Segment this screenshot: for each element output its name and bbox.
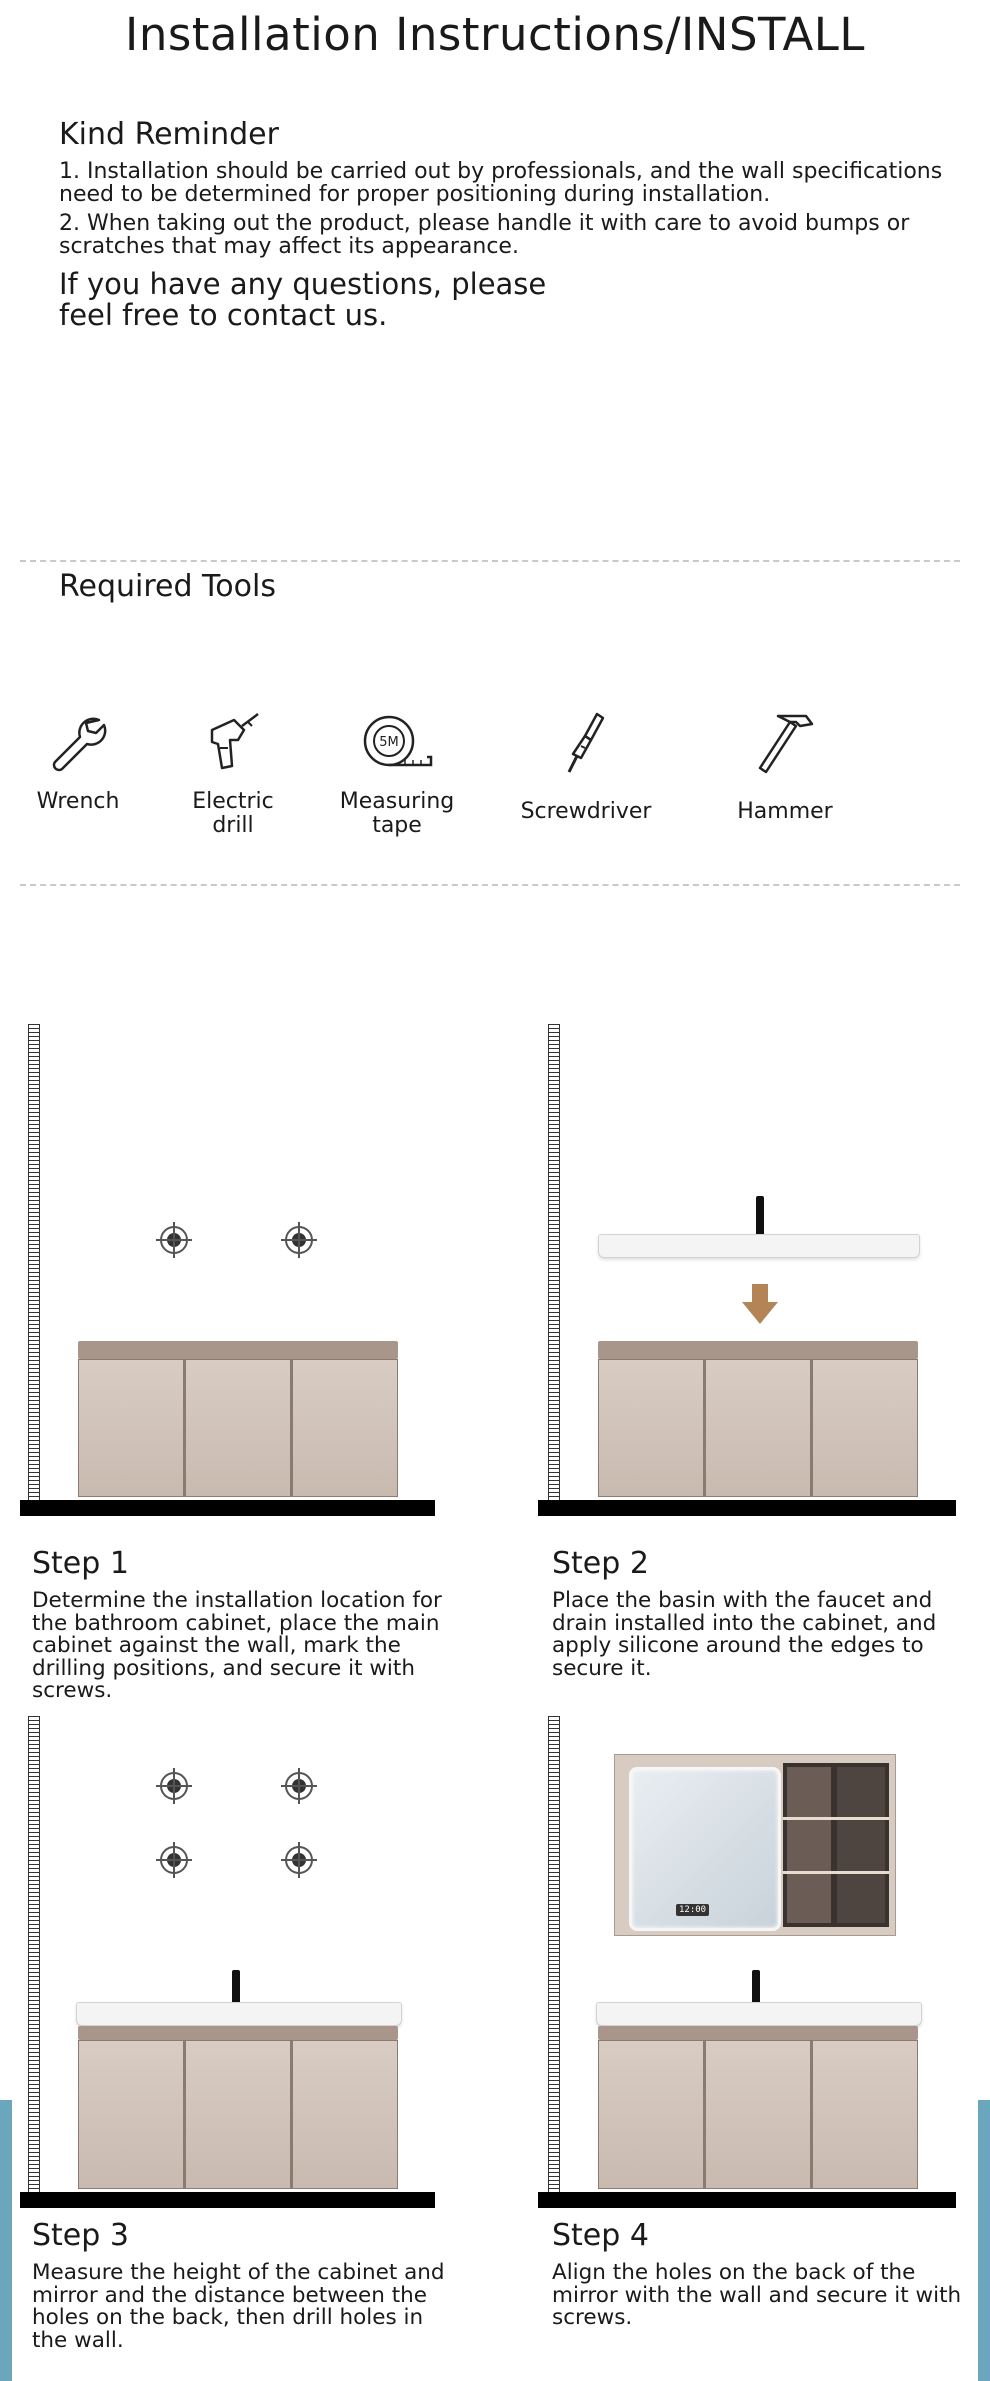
mirror [629, 1767, 781, 1931]
step-4-illustration [520, 1712, 990, 2212]
cabinet [598, 2026, 918, 2189]
right-accent-bar [978, 2100, 990, 2381]
tool-label: Screwdriver [520, 799, 652, 824]
cabinet [598, 1341, 918, 1497]
left-accent-bar [0, 2100, 12, 2381]
step-1-text: Determine the installation location for the bathroom cabinet, place the main cabinet against the wall, mark the drilling positions, and secure it with screws. [32, 1588, 442, 1703]
step-2-text: Place the basin with the faucet and drain installed into the cabinet, and apply silicone around the edges to secure it. [552, 1588, 937, 1681]
step-3-title: Step 3 [32, 2218, 129, 2253]
floor [538, 1500, 956, 1516]
tool-label: Wrench [36, 789, 120, 814]
divider [20, 560, 960, 562]
cabinet [78, 1341, 398, 1497]
tool-wrench [0, 708, 163, 814]
wall [548, 1716, 560, 2196]
divider [20, 884, 960, 886]
wall [548, 1024, 560, 1504]
step-1-title: Step 1 [32, 1546, 129, 1581]
step-2-title: Step 2 [552, 1546, 649, 1581]
drill-mark-icon [150, 1220, 200, 1260]
tool-screwdriver [501, 708, 671, 824]
tool-measuring-tape [312, 708, 482, 838]
hammer-icon [750, 708, 820, 778]
mirror-cabinet [614, 1754, 896, 1936]
tool-label: Electric drill [192, 789, 274, 838]
basin [76, 2002, 402, 2026]
mirror-clock-display: 12:00 [676, 1904, 709, 1916]
drill-mark-icon [275, 1840, 325, 1880]
drill-mark-icon [275, 1220, 325, 1260]
step-3-text: Measure the height of the cabinet and mirror and the distance between the holes on the back, then drill holes in the wall. [32, 2260, 445, 2353]
contact-line-1: If you have any questions, please [59, 267, 547, 301]
reminder-point-1: 1. Installation should be carried out by professionals, and the wall specifications need to be determined for proper positioning during installation. [59, 159, 943, 207]
wall [28, 1716, 40, 2196]
step-1-illustration [0, 1020, 480, 1520]
wall [28, 1024, 40, 1504]
reminder-heading: Kind Reminder [59, 117, 279, 152]
basin [598, 1234, 920, 1258]
step-3-illustration [0, 1712, 480, 2212]
tools-heading: Required Tools [59, 569, 276, 604]
basin [596, 2002, 922, 2026]
drill-mark-icon [150, 1840, 200, 1880]
measuring-tape-icon [357, 708, 437, 778]
tool-label: Hammer [737, 799, 833, 824]
tool-hammer [700, 708, 870, 824]
reminder-point-2: 2. When taking out the product, please handle it with care to avoid bumps or scratches that may affect its appearance. [59, 211, 910, 259]
tool-label: Measuring tape [339, 789, 455, 838]
cabinet [78, 2026, 398, 2189]
contact-line-2: feel free to contact us. [59, 298, 388, 332]
wrench-icon [43, 708, 113, 778]
step-4-title: Step 4 [552, 2218, 649, 2253]
floor [20, 2192, 435, 2208]
drill-mark-icon [150, 1766, 200, 1806]
electric-drill-icon [198, 708, 268, 778]
tape-badge: 5M [379, 735, 399, 750]
step-4-text: Align the holes on the back of the mirror with the wall and secure it with screws. [552, 2260, 962, 2330]
drill-mark-icon [275, 1766, 325, 1806]
screwdriver-icon [551, 708, 621, 778]
arrow-down-icon [740, 1282, 780, 1326]
tool-electric-drill [148, 708, 318, 838]
floor [20, 1500, 435, 1516]
step-2-illustration [520, 1020, 990, 1520]
floor [538, 2192, 956, 2208]
mirror-shelves [783, 1763, 889, 1927]
page-title: Installation Instructions/INSTALL [125, 8, 865, 61]
